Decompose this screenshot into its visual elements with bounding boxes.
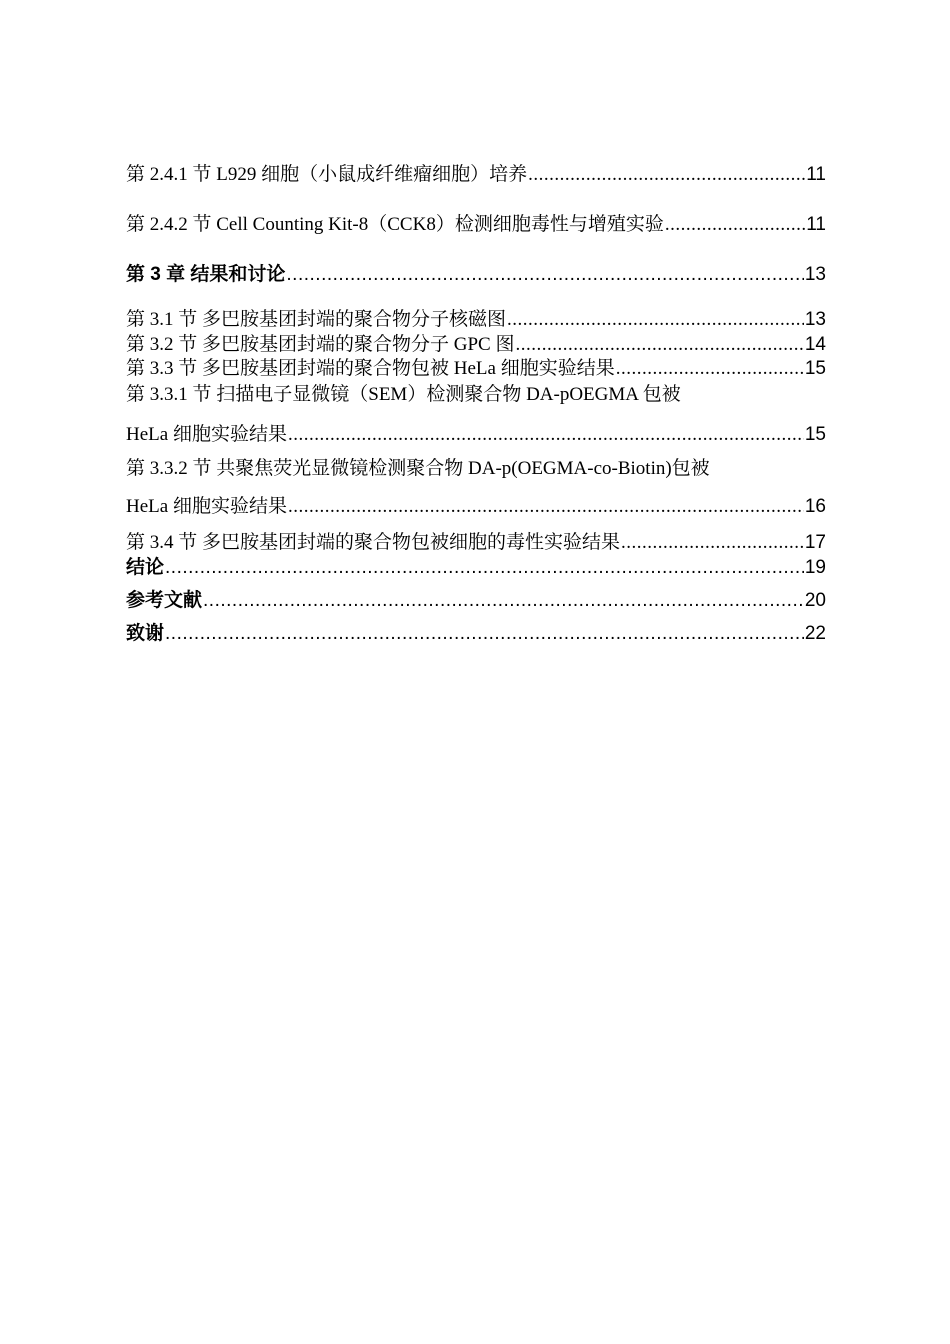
toc-entry-page: 17	[804, 532, 826, 553]
toc-entry-title: 第 3.3 节 多巴胺基团封端的聚合物包被 HeLa 细胞实验结果	[126, 358, 615, 379]
toc-entry-title-line1: 第 3.3.2 节 共聚焦荧光显微镜检测聚合物 DA-p(OEGMA-co-Biotin)包被	[126, 458, 710, 479]
toc-entry-conclusion[interactable]	[126, 556, 826, 580]
toc-entry-acknowledgements[interactable]	[126, 622, 826, 646]
toc-entry-title: 第 3.1 节 多巴胺基团封端的聚合物分子核磁图	[126, 309, 507, 330]
toc-entry-title: 第 3.2 节 多巴胺基团封端的聚合物分子 GPC 图	[126, 334, 515, 355]
toc-entry-chapter-3[interactable]	[126, 263, 826, 287]
toc-entry-page: 11	[806, 164, 826, 185]
toc-entry-page: 13	[804, 309, 826, 330]
toc-entry-title-line1: 第 3.3.1 节 扫描电子显微镜（SEM）检测聚合物 DA-pOEGMA 包被	[126, 384, 681, 405]
toc-entry-title: 第 2.4.1 节 L929 细胞（小鼠成纤维瘤细胞）培养	[126, 164, 528, 185]
toc-entry-title: HeLa 细胞实验结果	[126, 496, 287, 517]
toc-entry-page: 15	[804, 424, 826, 445]
toc-entry-3-3-1[interactable]	[126, 383, 826, 447]
toc-entry-page: 19	[804, 557, 826, 578]
toc-entry-2-4-1[interactable]	[126, 163, 826, 187]
toc-entry-page: 13	[804, 264, 826, 285]
toc-entry-title: 结论	[126, 557, 165, 578]
toc-entry-3-4[interactable]	[126, 531, 826, 555]
toc-entry-title: 致谢	[126, 623, 165, 644]
toc-entry-title: 第 2.4.2 节 Cell Counting Kit-8（CCK8）检测细胞毒性与增殖实验	[126, 214, 664, 235]
toc-entry-page: 16	[804, 496, 826, 517]
toc-entry-references[interactable]	[126, 589, 826, 613]
toc-entry-3-2[interactable]	[126, 333, 826, 357]
toc-entry-page: 14	[804, 334, 826, 355]
toc-entry-3-1[interactable]	[126, 308, 826, 332]
toc-entry-page: 15	[804, 358, 826, 379]
toc-entry-page: 11	[806, 214, 826, 235]
toc-entry-2-4-2[interactable]	[126, 213, 826, 237]
toc-entry-title: HeLa 细胞实验结果	[126, 424, 287, 445]
toc-entry-title: 第 3 章 结果和讨论	[126, 264, 286, 285]
toc-entry-page: 22	[804, 623, 826, 644]
toc-entry-3-3[interactable]	[126, 357, 826, 381]
toc-entry-3-3-2[interactable]	[126, 457, 826, 519]
toc-entry-page: 20	[804, 590, 826, 611]
toc-entry-title: 第 3.4 节 多巴胺基团封端的聚合物包被细胞的毒性实验结果	[126, 532, 621, 553]
toc-entry-title: 参考文献	[126, 590, 203, 611]
